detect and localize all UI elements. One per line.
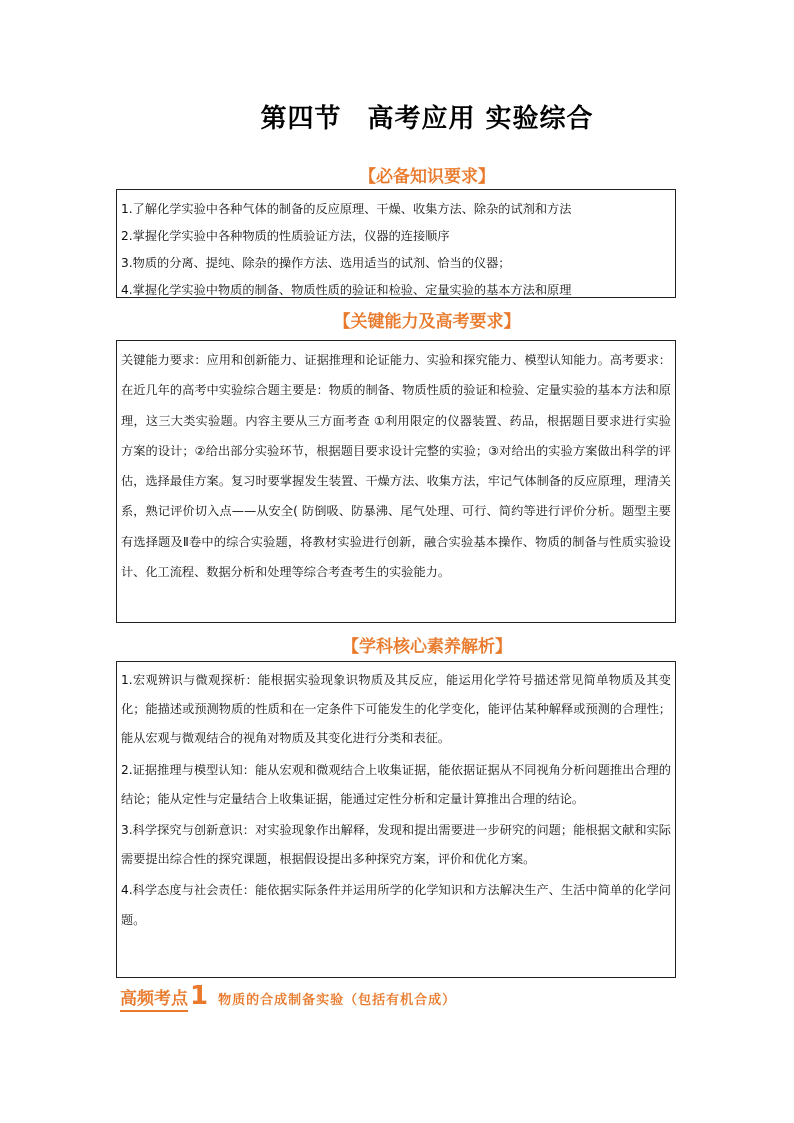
page-title-section: 第四节 (260, 104, 342, 134)
page-title-topic: 高考应用 实验综合 (367, 104, 594, 134)
core-item: 2.证据推理与模型认知：能从宏观和微观结合上收集证据，能依据证据从不同视角分析问题推出合理的结论；能从定性与定量结合上收集证据，能通过定性分析和定量计算推出合理的结论。 (121, 762, 671, 806)
knowledge-item: 2.掌握化学实验中各种物质的性质验证方法，仪器的连接顺序 (121, 229, 450, 243)
knowledge-item: 4.掌握化学实验中物质的制备、物质性质的验证和检验、定量实验的基本方法和原理 (121, 283, 572, 297)
core-item: 3.科学探究与创新意识：对实验现象作出解释，发现和提出需要进一步研究的问题；能根据文献和实际需要提出综合性的探究课题，根据假设提出多种探究方案，评价和优化方案。 (121, 823, 671, 867)
knowledge-box (116, 189, 676, 298)
core-item: 4.科学态度与社会责任：能依据实际条件并运用所学的化学知识和方法解决生产、生活中简单的化学问题。 (121, 883, 671, 927)
ability-heading: 【关键能力及高考要求】 (333, 312, 521, 332)
core-heading: 【学科核心素养解析】 (342, 637, 512, 657)
knowledge-item: 3.物质的分离、提纯、除杂的操作方法、选用适当的试剂、恰当的仪器； (121, 256, 511, 270)
high-frequency-number: 1 (190, 981, 209, 1011)
knowledge-heading: 【必备知识要求】 (359, 167, 495, 187)
high-frequency-topic (120, 983, 456, 1012)
knowledge-item: 1.了解化学实验中各种气体的制备的反应原理、干燥、收集方法、除杂的试剂和方法 (121, 202, 572, 216)
page-title (0, 98, 794, 135)
core-box (116, 661, 676, 978)
high-frequency-text: 物质的合成制备实验（包括有机合成） (218, 993, 457, 1008)
high-frequency-label: 高频考点 (120, 988, 188, 1012)
core-item: 1.宏观辨识与微观探析：能根据实验现象识物质及其反应，能运用化学符号描述常见简单物质及其变化；能描述或预测物质的性质和在一定条件下可能发生的化学变化，能评估某种解释或预测的合理性；能从宏观与微观结合的视角对物质及其变化进行分类和表征。 (121, 673, 671, 746)
ability-text: 关键能力要求：应用和创新能力、证据推理和论证能力、实验和探究能力、模型认知能力。高考要求：在近几年的高考中实验综合题主要是：物质的制备、物质性质的验证和检验、定量实验的基本方法和原理，这三大类实验题。内容主要从三方面考查 ①利用限定的仪器装置、药品，根据题目要求进行实验方案的设计；②给出部分实验环节，根据题目要求设计完整的实验；③对给出的实验方案做出科学的评估，选择最佳方案。复习时要掌握发生装置、干燥方法、收集方法，牢记气体制备的反应原理，理清关系，熟记评价切入点——从安全( 防倒吸、防暴沸、尾气处理、可行、简约等进行评价分析。题型主要有选择题及Ⅱ卷中的综合实验题，将教材实验进行创新，融合实验基本操作、物质的制备与性质实验设计、化工流程、数据分析和处理等综合考查考生的实验能力。 (121, 353, 671, 580)
ability-box (116, 340, 676, 623)
